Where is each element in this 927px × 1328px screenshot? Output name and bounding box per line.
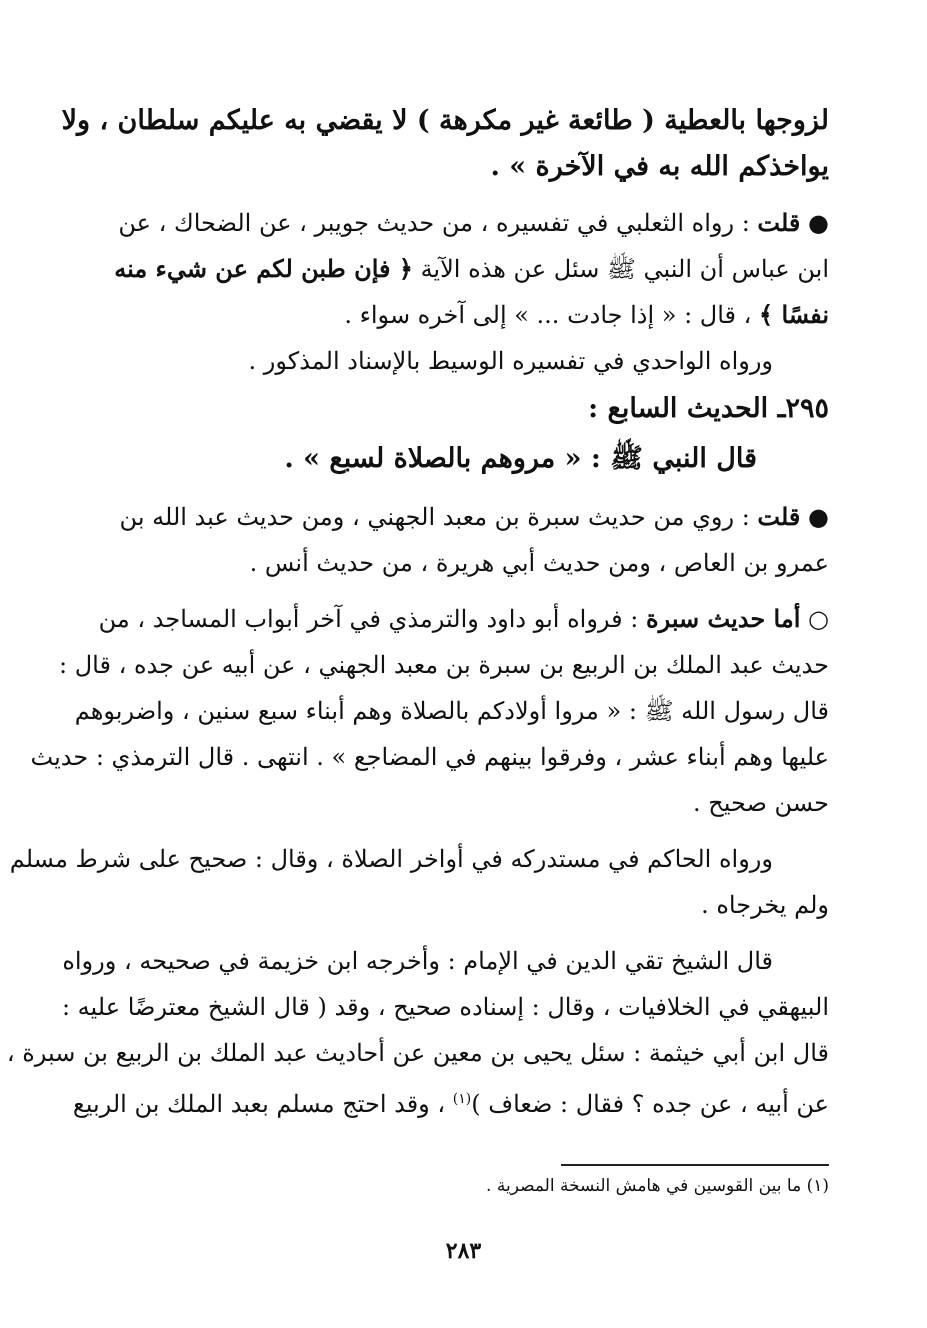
text-line [106, 246, 829, 292]
hadith-heading: ٢٩٥ـ الحديث السابع : [588, 393, 829, 424]
hollow-bullet-icon: ○ [808, 605, 829, 633]
text-line: عليها وهم أبناء عشر ، وفرقوا بينهم في المضاجع » . انتهى . قال الترمذي : حديث [30, 743, 829, 771]
text-line: البيهقي في الخلافيات ، وقال : إسناده صحيح ، وقد ( قال الشيخ معترضًا عليه : [61, 993, 829, 1021]
text-line: قال رسول الله ﷺ : « مروا أولادكم بالصلاة وهم أبناء سبع سنين ، واضربوهم [74, 697, 829, 725]
text-line: ورواه الواحدي في تفسيره الوسيط بالإسناد المذكور . [248, 347, 773, 375]
text-line: قال الشيخ تقي الدين في الإمام : وأخرجه ابن خزيمة في صحيحه ، ورواه [62, 947, 773, 975]
text-line [98, 596, 829, 642]
qultu-label: قلت [757, 208, 801, 237]
quran-verse: ﴿ فإن طبن لكم عن شيء منه [114, 254, 413, 283]
footnote [486, 1176, 829, 1196]
text-line [106, 292, 829, 338]
text-span: : روي من حديث سبرة بن معبد الجهني ، ومن حديث عبد الله بن [119, 503, 758, 531]
filled-bullet-icon: ● [808, 502, 829, 531]
text-span: : رواه الثعلبي في تفسيره ، من حديث جويبر ، عن الضحاك ، عن [118, 209, 758, 237]
footnote-divider [561, 1164, 829, 1166]
text-line: لزوجها بالعطية ( طائعة غير مكرهة ) لا يقضي به عليكم سلطان ، ولا [61, 105, 829, 136]
text-span: ، وقد احتج مسلم بعبد الملك بن الربيع [72, 1090, 453, 1118]
filled-bullet-icon: ● [808, 208, 829, 237]
page-body [6, 98, 829, 1127]
text-line [106, 200, 829, 246]
qultu-label: قلت [757, 502, 801, 531]
page-number: ٢٨٣ [445, 1238, 482, 1264]
text-line: يواخذكم الله به في الآخرة » . [490, 151, 829, 182]
text-line [106, 494, 829, 540]
text-line [72, 1076, 829, 1127]
text-span: ، قال : « إذا جادت ... » إلى آخره سواء . [344, 301, 760, 329]
text-span: : فرواه أبو داود والترمذي في آخر أبواب المساجد ، من [98, 605, 646, 633]
text-span: ابن عباس أن النبي ﷺ سئل عن هذه الآية [412, 255, 829, 283]
text-span: عن أبيه ، عن جده ؟ فقال : ضعاف ) [471, 1090, 829, 1118]
quran-verse: نفسًا ﴾ [759, 300, 829, 329]
footnote-reference[interactable]: (١) [452, 1091, 472, 1107]
hadith-text: قال النبي ﷺ : « مروهم بالصلاة لسبع » . [284, 443, 757, 474]
section-label: أما حديث سبرة [646, 604, 801, 633]
text-line: ولم يخرجاه . [701, 891, 829, 919]
footnote-marker: (١) [806, 1176, 829, 1196]
text-line: عمرو بن العاص ، ومن حديث أبي هريرة ، من حديث أنس . [249, 549, 829, 577]
text-line: قال ابن أبي خيثمة : سئل يحيى بن معين عن أحاديث عبد الملك بن الربيع بن سبرة ، [6, 1039, 829, 1067]
text-line: ورواه الحاكم في مستدركه في أواخر الصلاة ، وقال : صحيح على شرط مسلم [9, 845, 773, 873]
text-line: حديث عبد الملك بن الربيع بن سبرة بن معبد الجهني ، عن أبيه عن جده ، قال : [59, 651, 829, 679]
footnote-text: ما بين القوسين في هامش النسخة المصرية . [486, 1176, 802, 1196]
text-line: حسن صحيح . [692, 789, 829, 817]
